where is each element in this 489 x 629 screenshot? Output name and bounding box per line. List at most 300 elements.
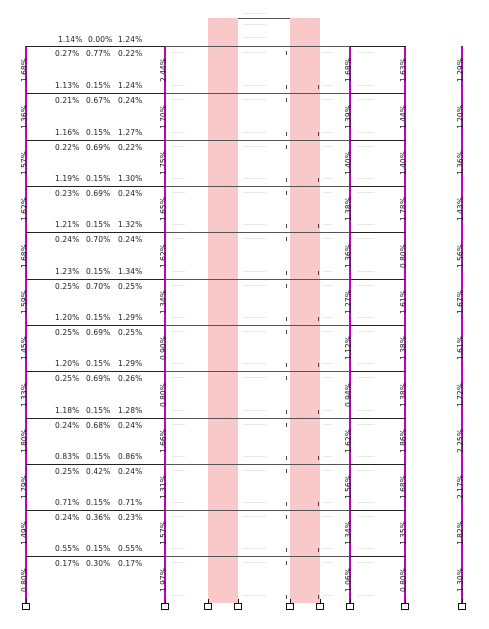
story-drift-col1: 0.80%: [159, 382, 168, 407]
drift-value: 0.15%: [86, 267, 111, 276]
drift-value: 0.15%: [86, 544, 111, 553]
drift-value: 0.24%: [118, 235, 143, 244]
base-support: [316, 603, 324, 610]
story-drift-left: 1.57%: [20, 151, 29, 175]
small-annotation: .......................: [243, 222, 267, 226]
tick-mark: [318, 363, 319, 367]
small-annotation: .............: [172, 176, 186, 180]
floor-line: [350, 93, 406, 94]
story-drift-left: 1.36%: [20, 104, 29, 129]
small-annotation: .........: [323, 50, 333, 54]
small-annotation: .................: [357, 130, 375, 134]
tick-mark: [318, 548, 319, 552]
drift-value: 0.15%: [86, 359, 111, 368]
small-annotation: .........: [323, 269, 333, 273]
drift-value: 0.15%: [86, 313, 111, 322]
small-annotation: .........: [323, 560, 333, 564]
small-annotation: .............: [172, 546, 186, 550]
drift-value: 0.15%: [86, 81, 111, 90]
drift-value: 1.28%: [118, 406, 143, 415]
floor-line: [26, 279, 166, 280]
story-drift-col4: 1.68%: [399, 475, 408, 499]
tick-mark: [286, 51, 287, 55]
drift-value: 0.25%: [118, 282, 143, 291]
small-annotation: .................: [357, 375, 375, 379]
small-annotation: .................: [357, 593, 375, 597]
tick-mark: [318, 132, 319, 136]
small-annotation: .......................: [243, 176, 267, 180]
story-drift-col4: 0.80%: [399, 243, 408, 268]
small-annotation: .......................: [243, 408, 267, 412]
story-drift-right: 1.67%: [456, 290, 465, 314]
story-drift-col1: 0.90%: [159, 336, 168, 360]
small-annotation: .............: [172, 593, 186, 597]
story-drift-col1: 1.31%: [159, 475, 168, 499]
small-annotation: .........: [323, 144, 333, 148]
story-drift-col3: 1.12%: [344, 336, 353, 360]
floor-line: [165, 418, 350, 419]
tick-mark: [318, 502, 319, 506]
drift-value: 1.34%: [118, 267, 143, 276]
small-annotation: .........: [323, 83, 333, 87]
small-annotation: .........: [323, 222, 333, 226]
floor-line: [26, 418, 166, 419]
tick-mark: [318, 595, 319, 599]
story-drift-right: 1.20%: [456, 104, 465, 129]
drift-value: 0.22%: [55, 143, 80, 152]
small-annotation: .........: [323, 546, 333, 550]
story-drift-col3: 1.36%: [344, 243, 353, 268]
tick-mark: [286, 595, 287, 599]
floor-line: [165, 325, 350, 326]
drift-value: 0.25%: [55, 282, 80, 291]
small-annotation: .........: [323, 408, 333, 412]
tick-mark: [286, 271, 287, 275]
story-drift-col3: 1.38%: [344, 197, 353, 221]
floor-line: [165, 556, 350, 557]
story-drift-col4: 1.40%: [399, 151, 408, 175]
floor-line: [350, 46, 406, 47]
story-drift-left: 1.59%: [20, 290, 29, 314]
story-drift-right: 1.61%: [456, 336, 465, 360]
drift-value: 0.24%: [55, 235, 80, 244]
small-annotation: .................: [357, 176, 375, 180]
floor-line: [26, 232, 166, 233]
tick-mark: [286, 98, 287, 102]
small-annotation: .......................: [243, 190, 267, 194]
drift-value: 0.69%: [86, 143, 111, 152]
small-annotation: .............: [172, 83, 186, 87]
drift-value: 1.30%: [118, 174, 143, 183]
tick-mark: [286, 502, 287, 506]
story-drift-col3: 1.62%: [344, 429, 353, 453]
story-drift-right: 1.36%: [456, 151, 465, 175]
drift-value: 1.24%: [118, 35, 143, 44]
small-annotation: .......................: [243, 22, 267, 26]
drift-value: 1.24%: [118, 81, 143, 90]
tick-mark: [286, 363, 287, 367]
drift-value: 1.19%: [55, 174, 80, 183]
floor-line: [26, 510, 166, 511]
story-drift-col1: 1.57%: [159, 521, 168, 545]
tick-mark: [286, 376, 287, 380]
drift-value: 0.15%: [86, 406, 111, 415]
drift-value: 0.15%: [86, 174, 111, 183]
floor-line: [165, 186, 350, 187]
tick-mark: [286, 456, 287, 460]
drift-value: 0.26%: [118, 374, 143, 383]
floor-line: [350, 371, 406, 372]
drift-value: 1.14%: [58, 35, 83, 44]
small-annotation: .........: [323, 468, 333, 472]
story-drift-col3: 0.94%: [344, 382, 353, 407]
small-annotation: .........: [323, 176, 333, 180]
tick-mark: [286, 515, 287, 519]
small-annotation: .......................: [243, 236, 267, 240]
small-annotation: .............: [172, 422, 186, 426]
small-annotation: .................: [357, 468, 375, 472]
tick-mark: [286, 237, 287, 241]
story-drift-col4: 1.38%: [399, 336, 408, 360]
floor-line: [350, 140, 406, 141]
tick-mark: [286, 469, 287, 473]
small-annotation: .......................: [243, 35, 267, 39]
small-annotation: .......................: [243, 11, 267, 15]
small-annotation: .................: [357, 269, 375, 273]
small-annotation: .......................: [243, 560, 267, 564]
story-drift-col3: 1.27%: [344, 290, 353, 314]
drift-value: 0.25%: [55, 467, 80, 476]
drift-value: 0.55%: [55, 544, 80, 553]
story-drift-col1: 1.65%: [159, 197, 168, 221]
base-support: [286, 603, 294, 610]
small-annotation: .......................: [243, 546, 267, 550]
small-annotation: .......................: [243, 269, 267, 273]
small-annotation: .................: [357, 422, 375, 426]
small-annotation: .........: [323, 130, 333, 134]
floor-line: [350, 279, 406, 280]
story-drift-col3: 1.34%: [344, 521, 353, 545]
small-annotation: .........: [323, 514, 333, 518]
small-annotation: .................: [357, 50, 375, 54]
floor-line: [350, 510, 406, 511]
drift-value: 0.30%: [86, 559, 111, 568]
tick-mark: [286, 145, 287, 149]
base-support: [401, 603, 409, 610]
floor-line: [26, 46, 166, 47]
base-support: [204, 603, 212, 610]
story-drift-left: 1.62%: [20, 197, 29, 221]
story-drift-right: 1.30%: [456, 567, 465, 592]
tick-mark: [318, 271, 319, 275]
story-drift-col3: 1.06%: [344, 567, 353, 592]
tick-mark: [286, 284, 287, 288]
drift-value: 0.68%: [86, 421, 111, 430]
drift-value: 0.24%: [118, 421, 143, 430]
tick-mark: [286, 410, 287, 414]
small-annotation: .................: [357, 283, 375, 287]
story-drift-col4: 1.78%: [399, 197, 408, 221]
floor-line: [165, 371, 350, 372]
tick-mark: [318, 317, 319, 321]
drift-value: 1.18%: [55, 406, 80, 415]
small-annotation: .............: [172, 315, 186, 319]
story-drift-col1: 1.75%: [159, 151, 168, 175]
small-annotation: .........: [323, 422, 333, 426]
story-drift-left: 1.79%: [20, 475, 29, 499]
drift-value: 0.25%: [55, 328, 80, 337]
tick-mark: [286, 330, 287, 334]
small-annotation: .............: [172, 283, 186, 287]
small-annotation: .........: [323, 190, 333, 194]
small-annotation: .............: [172, 560, 186, 564]
drift-value: 0.24%: [118, 96, 143, 105]
drift-value: 0.70%: [86, 282, 111, 291]
story-drift-left: 1.45%: [20, 336, 29, 360]
drift-value: 0.23%: [55, 189, 80, 198]
small-annotation: .................: [357, 546, 375, 550]
drift-value: 0.86%: [118, 452, 143, 461]
base-support: [22, 603, 30, 610]
floor-line: [350, 232, 406, 233]
base-support: [234, 603, 242, 610]
story-drift-right: 1.82%: [456, 521, 465, 545]
story-drift-col1: 2.44%: [159, 57, 168, 82]
small-annotation: .......................: [243, 361, 267, 365]
drift-value: 1.27%: [118, 128, 143, 137]
small-annotation: .............: [172, 144, 186, 148]
drift-value: 0.23%: [118, 513, 143, 522]
highlight-band-left: [208, 18, 238, 603]
drift-value: 0.25%: [55, 374, 80, 383]
tick-mark: [286, 317, 287, 321]
story-drift-right: 1.29%: [456, 57, 465, 82]
small-annotation: .......................: [243, 83, 267, 87]
small-annotation: .........: [323, 283, 333, 287]
small-annotation: .............: [172, 408, 186, 412]
small-annotation: .................: [357, 408, 375, 412]
tick-mark: [286, 178, 287, 182]
story-drift-col4: 1.44%: [399, 104, 408, 129]
small-annotation: .......................: [243, 283, 267, 287]
small-annotation: .................: [357, 97, 375, 101]
drift-value: 0.15%: [86, 452, 111, 461]
story-drift-col4: 1.35%: [399, 521, 408, 545]
small-annotation: .............: [172, 97, 186, 101]
drift-value: 1.23%: [55, 267, 80, 276]
story-drift-left: 1.33%: [20, 382, 29, 407]
story-drift-right: 2.17%: [456, 475, 465, 499]
drift-value: 1.20%: [55, 313, 80, 322]
story-drift-left: 0.80%: [20, 567, 29, 592]
drift-value: 0.00%: [88, 35, 113, 44]
small-annotation: .......................: [243, 375, 267, 379]
small-annotation: .........: [323, 375, 333, 379]
story-drift-right: 1.72%: [456, 382, 465, 407]
story-drift-col1: 1.66%: [159, 429, 168, 453]
small-annotation: .................: [357, 236, 375, 240]
story-drift-col1: 1.34%: [159, 290, 168, 314]
drift-value: 1.20%: [55, 359, 80, 368]
drift-value: 0.25%: [118, 328, 143, 337]
highlight-band-right: [290, 18, 320, 603]
drift-value: 0.71%: [118, 498, 143, 507]
tick-mark: [286, 423, 287, 427]
small-annotation: .................: [357, 315, 375, 319]
small-annotation: .............: [172, 361, 186, 365]
small-annotation: .........: [323, 236, 333, 240]
small-annotation: .................: [357, 514, 375, 518]
drift-value: 0.24%: [55, 513, 80, 522]
drift-value: 0.17%: [55, 559, 80, 568]
floor-line: [350, 325, 406, 326]
story-drift-col4: 1.63%: [399, 57, 408, 82]
small-annotation: .............: [172, 329, 186, 333]
small-annotation: .........: [323, 329, 333, 333]
tick-mark: [318, 410, 319, 414]
small-annotation: .........: [323, 593, 333, 597]
small-annotation: .......................: [243, 315, 267, 319]
drift-value: 1.29%: [118, 313, 143, 322]
floor-line: [26, 556, 166, 557]
small-annotation: .................: [357, 361, 375, 365]
small-annotation: .......................: [243, 593, 267, 597]
floor-line: [26, 93, 166, 94]
tick-mark: [286, 548, 287, 552]
small-annotation: .............: [172, 500, 186, 504]
story-drift-col3: 1.56%: [344, 475, 353, 499]
drift-value: 0.15%: [86, 220, 111, 229]
small-annotation: .......................: [243, 329, 267, 333]
small-annotation: .......................: [243, 468, 267, 472]
story-drift-col4: 0.80%: [399, 567, 408, 592]
drift-value: 0.42%: [86, 467, 111, 476]
drift-value: 0.83%: [55, 452, 80, 461]
base-support: [161, 603, 169, 610]
small-annotation: .............: [172, 222, 186, 226]
floor-line: [165, 232, 350, 233]
small-annotation: .......................: [243, 144, 267, 148]
drift-value: 0.15%: [86, 498, 111, 507]
story-drift-right: 1.43%: [456, 197, 465, 221]
tick-mark: [318, 456, 319, 460]
tick-mark: [318, 178, 319, 182]
drift-value: 0.24%: [55, 421, 80, 430]
small-annotation: .......................: [243, 514, 267, 518]
story-drift-col1: 1.70%: [159, 104, 168, 129]
tick-mark: [286, 85, 287, 89]
floor-line: [350, 418, 406, 419]
drift-value: 1.29%: [118, 359, 143, 368]
tick-mark: [286, 224, 287, 228]
story-drift-right: 1.56%: [456, 243, 465, 268]
floor-line: [165, 46, 350, 47]
small-annotation: .................: [357, 500, 375, 504]
drift-value: 0.15%: [86, 128, 111, 137]
drift-value: 0.71%: [55, 498, 80, 507]
floor-line: [26, 464, 166, 465]
small-annotation: .......................: [243, 454, 267, 458]
tick-mark: [286, 132, 287, 136]
story-drift-col1: 1.62%: [159, 243, 168, 268]
small-annotation: .............: [172, 375, 186, 379]
drift-value: 0.24%: [118, 467, 143, 476]
small-annotation: .................: [357, 144, 375, 148]
story-drift-right: 2.25%: [456, 429, 465, 453]
small-annotation: .................: [357, 560, 375, 564]
tick-mark: [318, 224, 319, 228]
floor-line: [165, 510, 350, 511]
story-drift-left: 1.68%: [20, 57, 29, 82]
floor-line: [350, 464, 406, 465]
tick-mark: [286, 561, 287, 565]
drift-value: 0.36%: [86, 513, 111, 522]
story-drift-col3: 1.40%: [344, 151, 353, 175]
floor-line: [26, 371, 166, 372]
small-annotation: .................: [357, 83, 375, 87]
tick-mark: [318, 85, 319, 89]
floor-line: [26, 140, 166, 141]
column-line: [461, 46, 463, 603]
floor-line: [26, 186, 166, 187]
floor-line: [350, 556, 406, 557]
drift-value: 0.17%: [118, 559, 143, 568]
drift-value: 1.21%: [55, 220, 80, 229]
drift-value: 0.70%: [86, 235, 111, 244]
small-annotation: .............: [172, 50, 186, 54]
story-drift-col3: 1.39%: [344, 104, 353, 129]
small-annotation: .............: [172, 269, 186, 273]
drift-value: 0.67%: [86, 96, 111, 105]
small-annotation: .......................: [243, 97, 267, 101]
drift-value: 1.16%: [55, 128, 80, 137]
floor-line: [165, 140, 350, 141]
small-annotation: .........: [323, 97, 333, 101]
drift-value: 0.77%: [86, 49, 111, 58]
drift-value: 0.21%: [55, 96, 80, 105]
story-drift-col1: 1.97%: [159, 567, 168, 592]
small-annotation: .................: [357, 329, 375, 333]
small-annotation: .................: [357, 190, 375, 194]
story-drift-col4: 1.86%: [399, 429, 408, 453]
small-annotation: .........: [323, 361, 333, 365]
small-annotation: .............: [172, 190, 186, 194]
small-annotation: .........: [323, 454, 333, 458]
drift-value: 0.22%: [118, 49, 143, 58]
drift-value: 1.32%: [118, 220, 143, 229]
small-annotation: .................: [357, 454, 375, 458]
drift-value: 0.24%: [118, 189, 143, 198]
story-drift-col4: 1.61%: [399, 290, 408, 314]
floor-line: [165, 93, 350, 94]
story-drift-col4: 1.38%: [399, 382, 408, 407]
drift-value: 0.69%: [86, 328, 111, 337]
small-annotation: .........: [323, 500, 333, 504]
roof-line: [238, 18, 290, 19]
small-annotation: .......................: [243, 130, 267, 134]
tick-mark: [286, 191, 287, 195]
small-annotation: .............: [172, 236, 186, 240]
small-annotation: .............: [172, 514, 186, 518]
drift-value: 0.69%: [86, 189, 111, 198]
small-annotation: .............: [172, 468, 186, 472]
drift-value: 1.13%: [55, 81, 80, 90]
drift-value: 0.27%: [55, 49, 80, 58]
drift-value: 0.69%: [86, 374, 111, 383]
drift-value: 0.22%: [118, 143, 143, 152]
small-annotation: .......................: [243, 500, 267, 504]
floor-line: [165, 279, 350, 280]
